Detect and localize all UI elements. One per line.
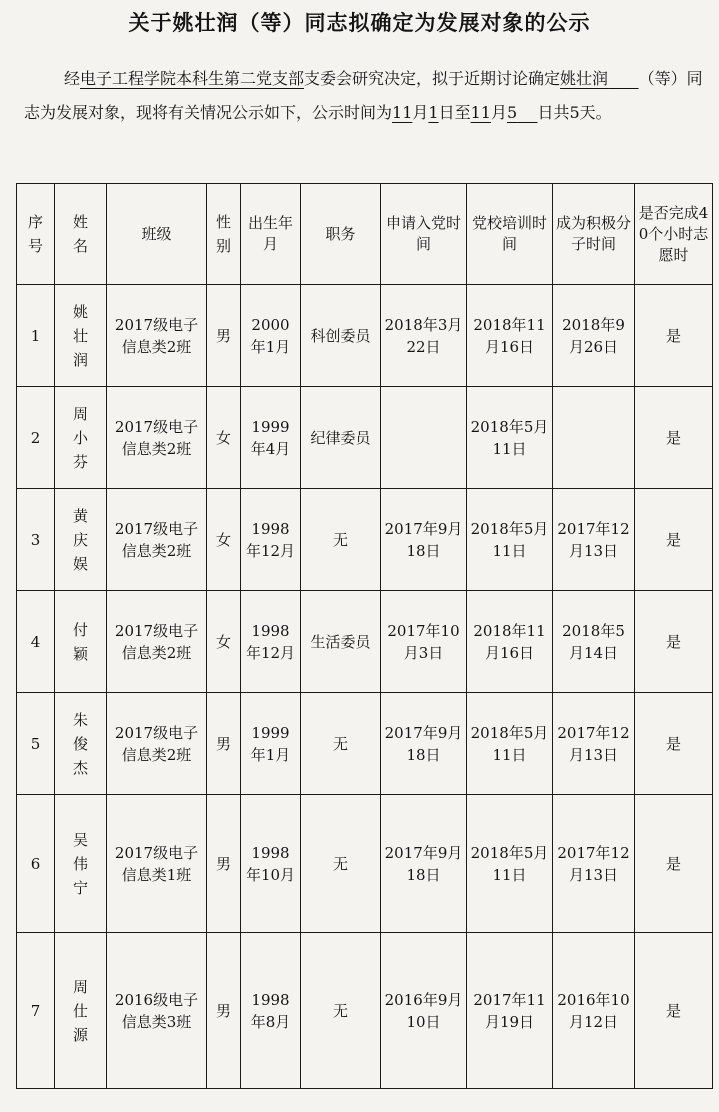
intro-text-1: 经	[64, 69, 81, 88]
cell-name: 付颖	[55, 591, 107, 693]
cell-training: 2018年5月11日	[467, 387, 553, 489]
cell-apply	[381, 387, 467, 489]
cell-volunteer: 是	[635, 591, 713, 693]
cell-no: 3	[17, 489, 55, 591]
header-name: 姓名	[55, 184, 107, 285]
cell-training: 2018年5月11日	[467, 693, 553, 795]
cell-activist: 2017年12月13日	[553, 795, 635, 933]
cell-apply: 2017年9月18日	[381, 795, 467, 933]
intro-text-5: 日至	[438, 103, 471, 122]
cell-birth: 1998年10月	[241, 795, 301, 933]
cell-volunteer: 是	[635, 387, 713, 489]
table-row	[17, 285, 713, 387]
cell-training: 2018年5月11日	[467, 795, 553, 933]
cell-name: 黄庆娱	[55, 489, 107, 591]
cell-volunteer: 是	[635, 489, 713, 591]
table-row	[17, 933, 713, 1089]
cell-training: 2017年11月19日	[467, 933, 553, 1089]
cell-no: 7	[17, 933, 55, 1089]
intro-end-day: 5	[506, 103, 518, 122]
cell-gender: 男	[207, 933, 241, 1089]
candidate-table	[16, 183, 713, 1089]
cell-gender: 男	[207, 285, 241, 387]
cell-gender: 男	[207, 693, 241, 795]
cell-birth: 1999年1月	[241, 693, 301, 795]
cell-volunteer: 是	[635, 795, 713, 933]
intro-text-6: 月	[490, 103, 507, 122]
cell-no: 1	[17, 285, 55, 387]
header-apply: 申请入党时间	[381, 184, 467, 285]
cell-name: 姚壮润	[55, 285, 107, 387]
cell-name: 朱俊杰	[55, 693, 107, 795]
header-volunteer: 是否完成40个小时志愿时	[635, 184, 713, 285]
cell-birth: 1999年4月	[241, 387, 301, 489]
cell-position: 科创委员	[301, 285, 381, 387]
cell-no: 2	[17, 387, 55, 489]
table-header-row	[17, 184, 713, 285]
cell-birth: 1998年8月	[241, 933, 301, 1089]
cell-no: 6	[17, 795, 55, 933]
intro-name: 姚壮润	[560, 69, 609, 88]
table-row	[17, 795, 713, 933]
cell-birth: 1998年12月	[241, 489, 301, 591]
cell-gender: 女	[207, 489, 241, 591]
cell-training: 2018年11月16日	[467, 285, 553, 387]
cell-no: 5	[17, 693, 55, 795]
cell-birth: 2000年1月	[241, 285, 301, 387]
header-class: 班级	[107, 184, 207, 285]
header-activist: 成为积极分子时间	[553, 184, 635, 285]
cell-activist: 2018年5月14日	[553, 591, 635, 693]
intro-end-month: 11	[470, 103, 491, 122]
intro-text-4: 月	[412, 103, 429, 122]
table-row	[17, 693, 713, 795]
cell-volunteer: 是	[635, 285, 713, 387]
table-row	[17, 489, 713, 591]
header-birth: 出生年月	[241, 184, 301, 285]
header-gender: 性别	[207, 184, 241, 285]
cell-name: 周仕源	[55, 933, 107, 1089]
intro-text-2: 支委会研究决定，拟于近期讨论确定	[304, 69, 561, 88]
cell-gender: 女	[207, 591, 241, 693]
cell-name: 周小芬	[55, 387, 107, 489]
header-no: 序号	[17, 184, 55, 285]
cell-training: 2018年5月11日	[467, 489, 553, 591]
intro-start-day: 1	[428, 103, 439, 122]
intro-text-7: 日共5天。	[537, 103, 612, 122]
cell-activist: 2017年12月13日	[553, 693, 635, 795]
intro-start-month: 11	[392, 103, 413, 122]
cell-training: 2018年11月16日	[467, 591, 553, 693]
cell-position: 生活委员	[301, 591, 381, 693]
cell-activist	[553, 387, 635, 489]
header-position: 职务	[301, 184, 381, 285]
cell-volunteer: 是	[635, 693, 713, 795]
intro-paragraph	[24, 62, 704, 130]
cell-name: 吴伟宁	[55, 795, 107, 933]
cell-apply: 2017年9月18日	[381, 693, 467, 795]
cell-class: 2017级电子信息类1班	[107, 795, 207, 933]
cell-apply: 2017年10月3日	[381, 591, 467, 693]
cell-class: 2017级电子信息类2班	[107, 387, 207, 489]
cell-class: 2016级电子信息类3班	[107, 933, 207, 1089]
cell-position: 无	[301, 489, 381, 591]
cell-volunteer: 是	[635, 933, 713, 1089]
table-row	[17, 591, 713, 693]
document-title: 关于姚壮润（等）同志拟确定为发展对象的公示	[128, 10, 591, 35]
cell-birth: 1998年12月	[241, 591, 301, 693]
cell-position: 纪律委员	[301, 387, 381, 489]
cell-class: 2017级电子信息类2班	[107, 489, 207, 591]
intro-text-3: （等）同志为发展对象，现将有关情况公示如下，公示时间为	[24, 69, 703, 122]
cell-class: 2017级电子信息类2班	[107, 693, 207, 795]
header-training: 党校培训时间	[467, 184, 553, 285]
cell-no: 4	[17, 591, 55, 693]
cell-activist: 2017年12月13日	[553, 489, 635, 591]
cell-position: 无	[301, 933, 381, 1089]
table-row	[17, 387, 713, 489]
cell-position: 无	[301, 693, 381, 795]
cell-class: 2017级电子信息类2班	[107, 591, 207, 693]
cell-class: 2017级电子信息类2班	[107, 285, 207, 387]
cell-activist: 2016年10月12日	[553, 933, 635, 1089]
cell-position: 无	[301, 795, 381, 933]
cell-apply: 2016年9月10日	[381, 933, 467, 1089]
intro-branch: 电子工程学院本科生第二党支部	[80, 69, 305, 88]
cell-apply: 2018年3月22日	[381, 285, 467, 387]
cell-gender: 男	[207, 795, 241, 933]
cell-activist: 2018年9月26日	[553, 285, 635, 387]
cell-gender: 女	[207, 387, 241, 489]
cell-apply: 2017年9月18日	[381, 489, 467, 591]
